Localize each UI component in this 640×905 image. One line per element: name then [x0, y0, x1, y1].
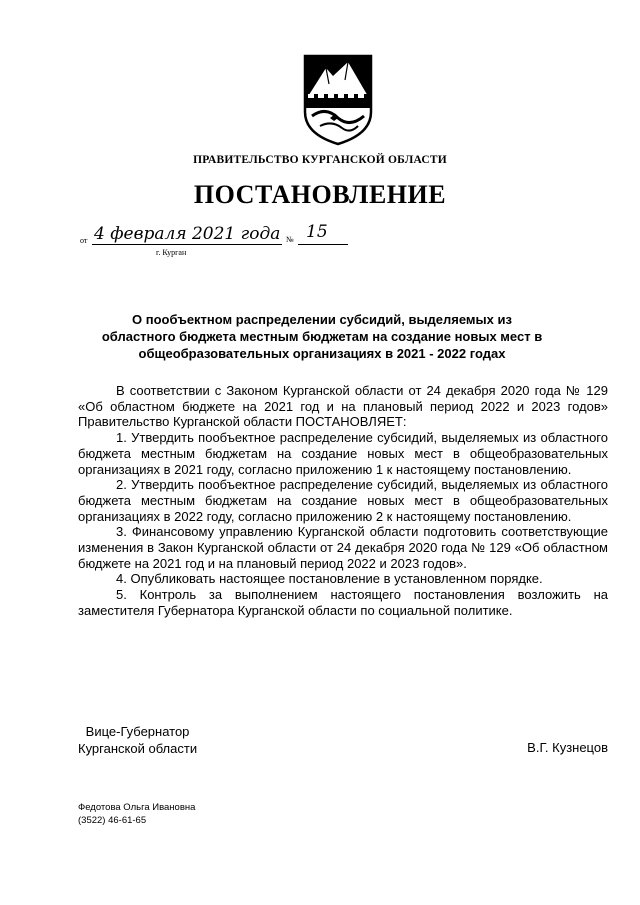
handwritten-number: 15	[306, 222, 328, 242]
date-from-label: от	[80, 236, 88, 245]
executor-name: Федотова Ольга Ивановна	[78, 802, 196, 813]
executor-info	[78, 801, 195, 827]
number-label: №	[286, 235, 294, 244]
body-paragraph: В соответствии с Законом Курганской области от 24 декабря 2020 года № 129 «Об областном бюджете на 2021 год и на плановый период 2022 и 2023 годов» Правительство Курганской области ПОСТАНОВЛЯЕТ:	[78, 383, 608, 430]
body-paragraph: 4. Опубликовать настоящее постановление в установленном порядке.	[116, 571, 543, 587]
city-label: г. Курган	[156, 248, 187, 257]
signer-position-line: Вице-Губернатор	[85, 724, 190, 739]
body-paragraph: 2. Утвердить пообъектное распределение субсидий, выделяемых из областного бюджета местным бюджетам на создание новых мест в общеобразовательных организациях в 2022 году, согласно приложению 2 к настоящему постановлению.	[78, 477, 608, 524]
handwritten-date: 4 февраля 2021 года	[94, 224, 281, 244]
signer-name: В.Г. Кузнецов	[527, 740, 608, 755]
document-type-heading: ПОСТАНОВЛЕНИЕ	[193, 180, 447, 209]
government-name: ПРАВИТЕЛЬСТВО КУРГАНСКОЙ ОБЛАСТИ	[193, 154, 447, 166]
body-paragraph: 3. Финансовому управлению Курганской области подготовить соответствующие изменения в Закон Курганской области от 24 декабря 2020 года № 129 «Об областном бюджете на 2021 год и на плановый период 2022 и 2023 годов».	[78, 524, 608, 571]
body-paragraph: 5. Контроль за выполнением настоящего постановления возложить на заместителя Губернатора Курганской области по социальной политике.	[78, 587, 608, 618]
signer-position	[78, 723, 197, 757]
document-body	[78, 383, 608, 619]
date-underline	[92, 244, 282, 245]
number-underline	[298, 244, 348, 245]
executor-phone: (3522) 46-61-65	[78, 815, 147, 826]
body-paragraph: 1. Утвердить пообъектное распределение субсидий, выделяемых из областного бюджета местным бюджетам на создание новых мест в общеобразовательных организациях в 2021 году, согласно приложению 1 к настоящему постановлению.	[78, 430, 608, 477]
signer-position-line: Курганской области	[78, 741, 198, 756]
document-title: О пообъектном распределении субсидий, выделяемых из областного бюджета местным бюджетам на создание новых мест в общеобразовательных организациях в 2021 - 2022 годах	[101, 312, 543, 361]
kurgan-coat-of-arms-icon	[302, 54, 374, 146]
